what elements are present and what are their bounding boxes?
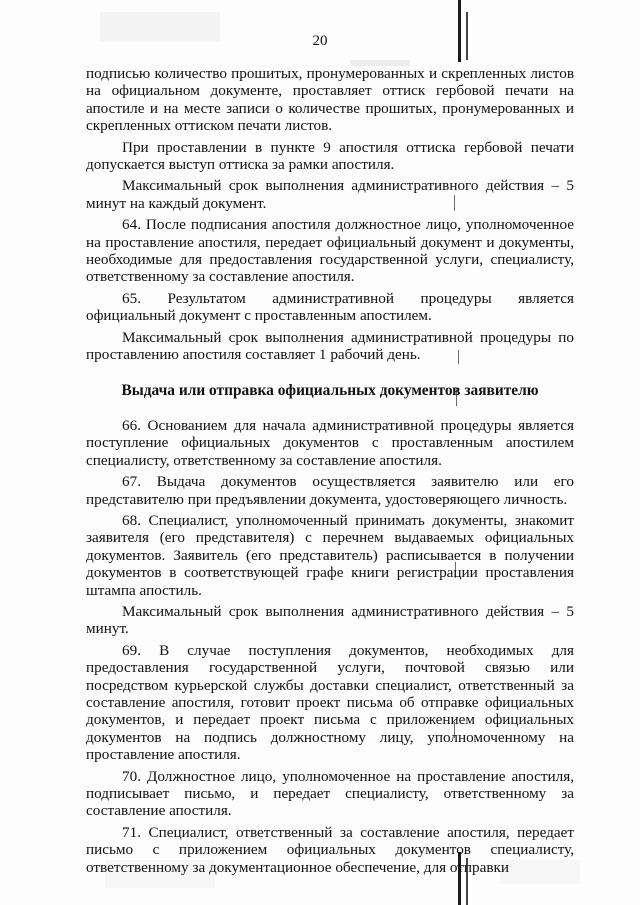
paragraph: 70. Должностное лицо, уполномоченное на проставление апостиля, подписывает письмо, и передает специалисту, ответственному за составление апостиля.	[86, 767, 574, 820]
scan-edge-line-top	[458, 0, 461, 62]
paragraph: 71. Специалист, ответственный за составление апостиля, передает письмо с приложением официальных документов специалисту, ответственному за документационное обеспечение, для отправки	[86, 823, 574, 876]
paragraph: 66. Основанием для начала административной процедуры является поступление официальных документов с проставленным апостилем специалисту, ответственному за составление апостиля.	[86, 416, 574, 469]
paragraph: 69. В случае поступления документов, необходимых для предоставления государственной услуги, почтовой связью или посредством курьерской службы доставки специалист, ответственный за составление апостиля, готовит проект письма об отправке официальных документов, и передает проект письма с приложением официальных документов на подпись должностному лицу, уполномоченному на проставление апостиля.	[86, 641, 574, 764]
paragraph: При проставлении в пункте 9 апостиля оттиска гербовой печати допускается выступ оттиска за рамки апостиля.	[86, 138, 574, 174]
paragraph: 65. Результатом административной процедуры является официальный документ с проставленным апостилем.	[86, 289, 574, 325]
paragraph: Максимальный срок выполнения административной процедуры по проставлению апостиля составляет 1 рабочий день.	[86, 328, 574, 364]
paragraph-continuation: подписью количество прошитых, пронумерованных и скрепленных листов на официальном документе, проставляет оттиск гербовой печати на апостиле и на месте записи о количестве прошитых, пронумерованных и скрепленных оттиском печати листов.	[86, 65, 574, 135]
paragraph: 64. После подписания апостиля должностное лицо, уполномоченное на проставление апостиля, передает официальный документ и документы, необходимые для предоставления государственной услуги, специалисту, ответственному за составление апостиля.	[86, 216, 574, 286]
page-number: 20	[312, 33, 328, 49]
document-body	[86, 65, 574, 880]
paragraph: Максимальный срок выполнения административного действия – 5 минут.	[86, 602, 574, 638]
paragraph: 67. Выдача документов осуществляется заявителю или его представителю при предъявлении документа, удостоверяющего личность.	[86, 473, 574, 508]
section-heading: Выдача или отправка официальных документов заявителю	[121, 381, 539, 399]
paragraph: Максимальный срок выполнения административного действия – 5 минут на каждый документ.	[86, 177, 574, 212]
paragraph: 68. Специалист, уполномоченный принимать документы, знакомит заявителя (его представителя) с перечнем выдаваемых официальных документов. Заявитель (его представитель) расписывается в получении документов в соответствующей графе книги регистрации проставления штампа апостиль.	[86, 511, 574, 599]
